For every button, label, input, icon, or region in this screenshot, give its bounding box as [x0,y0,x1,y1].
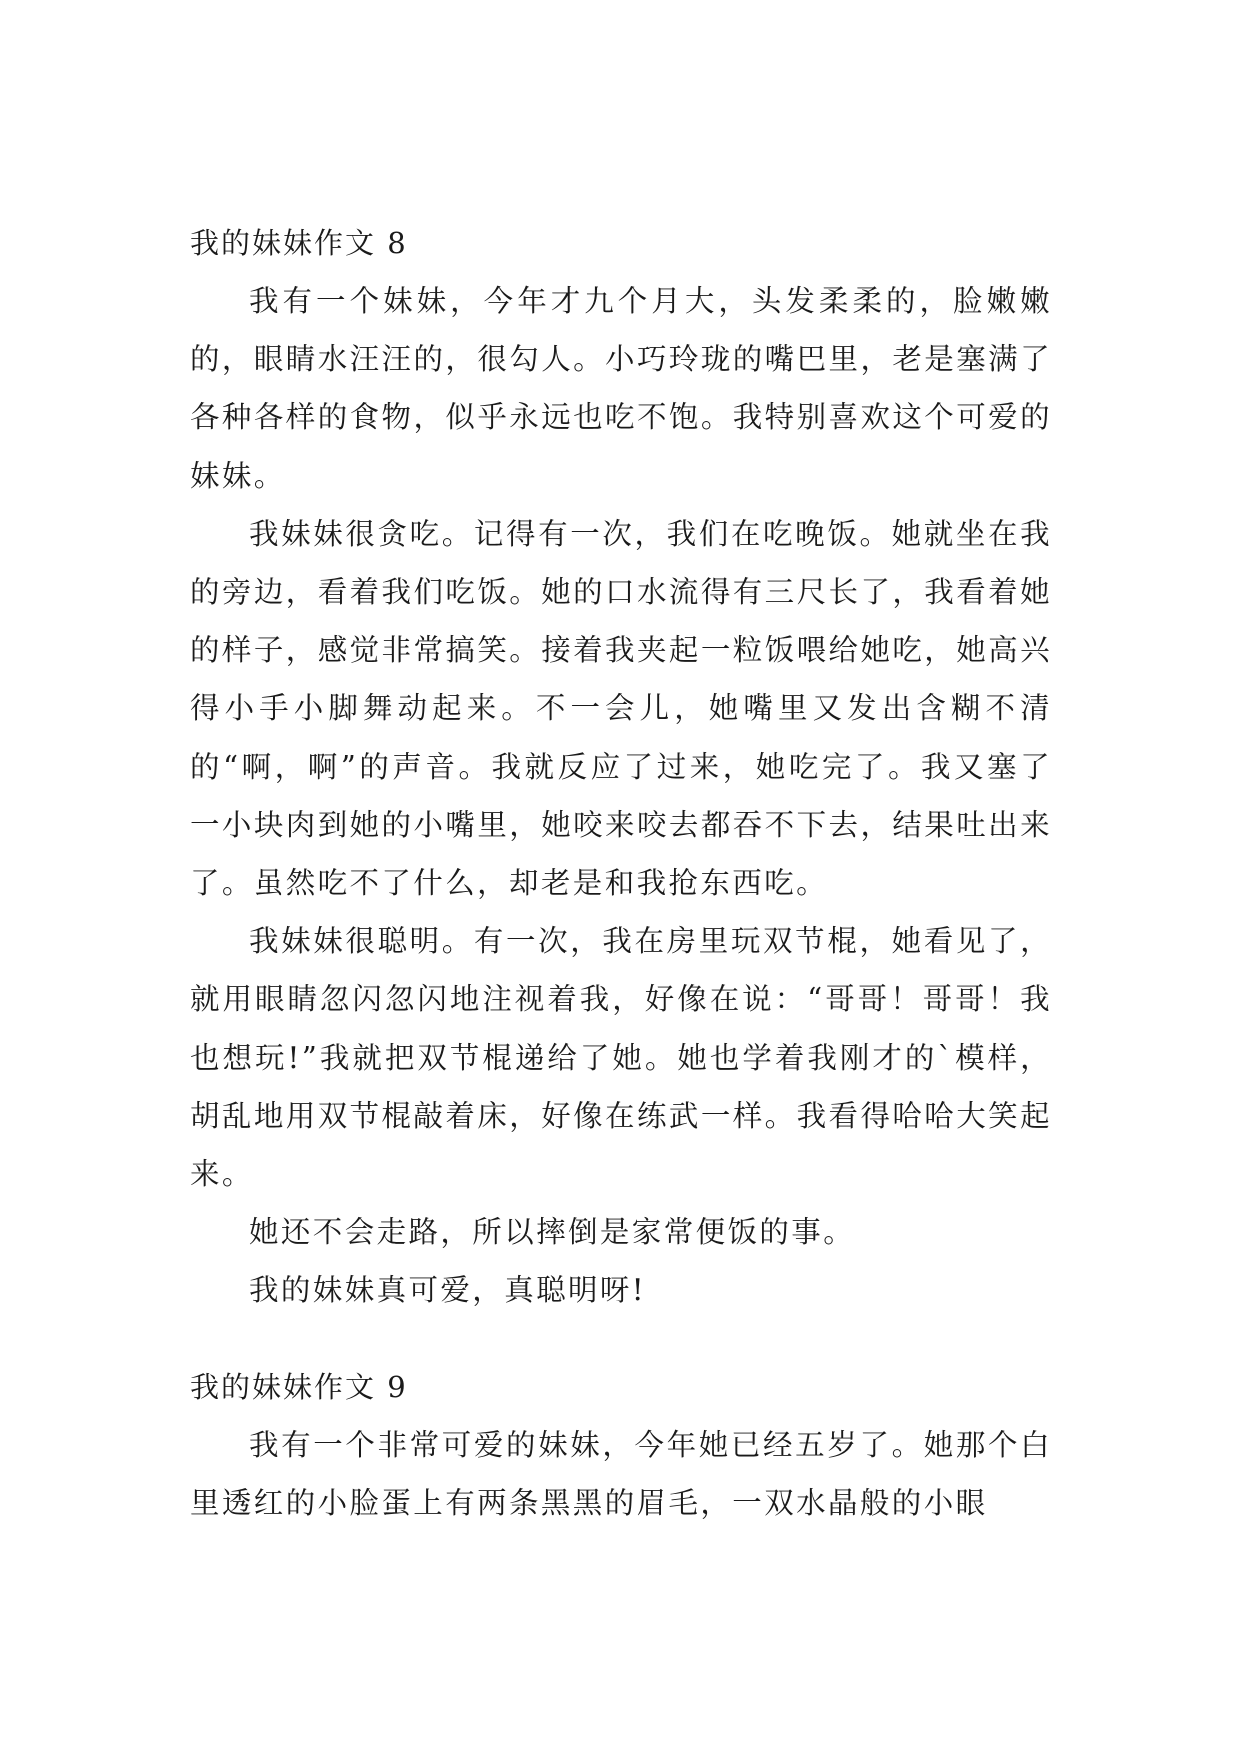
essay-paragraph: 我妹妹很贪吃。记得有一次，我们在吃晚饭。她就坐在我的旁边，看着我们吃饭。她的口水流得有三尺长了，我看着她的样子，感觉非常搞笑。接着我夹起一粒饭喂给她吃，她高兴得小手小脚舞动起来。不一会儿，她嘴里又发出含糊不清的“啊，啊”的声音。我就反应了过来，她吃完了。我又塞了一小块肉到她的小嘴里，她咬来咬去都吞不下去，结果吐出来了。虽然吃不了什么，却老是和我抢东西吃。 [190,516,1052,901]
essay-paragraph: 我的妹妹真可爱，真聪明呀! [249,1273,647,1308]
essay-paragraph: 她还不会走路，所以摔倒是家常便饭的事。 [249,1215,856,1250]
essay-paragraph: 我妹妹很聪明。有一次，我在房里玩双节棍，她看见了，就用眼睛忽闪忽闪地注视着我，好像在说：“哥哥！哥哥！我也想玩!”我就把双节棍递给了她。她也学着我刚才的`模样，胡乱地用双节棍敲着床，好像在练武一样。我看得哈哈大笑起来。 [190,924,1052,1192]
essay-section-8 [190,214,1052,1320]
essay-section-9 [190,1358,1052,1532]
essay-title: 我的妹妹作文 8 [190,226,408,260]
essay-title: 我的妹妹作文 9 [190,1369,408,1404]
essay-paragraph: 我有一个妹妹，今年才九个月大，头发柔柔的，脸嫩嫩的，眼睛水汪汪的，很勾人。小巧玲珑的嘴巴里，老是塞满了各种各样的食物，似乎永远也吃不饱。我特别喜欢这个可爱的妹妹。 [190,284,1052,493]
essay-paragraph: 我有一个非常可爱的妹妹，今年她已经五岁了。她那个白里透红的小脸蛋上有两条黑黑的眉毛，一双水晶般的小眼 [190,1427,1052,1520]
document-body [190,214,1052,1532]
